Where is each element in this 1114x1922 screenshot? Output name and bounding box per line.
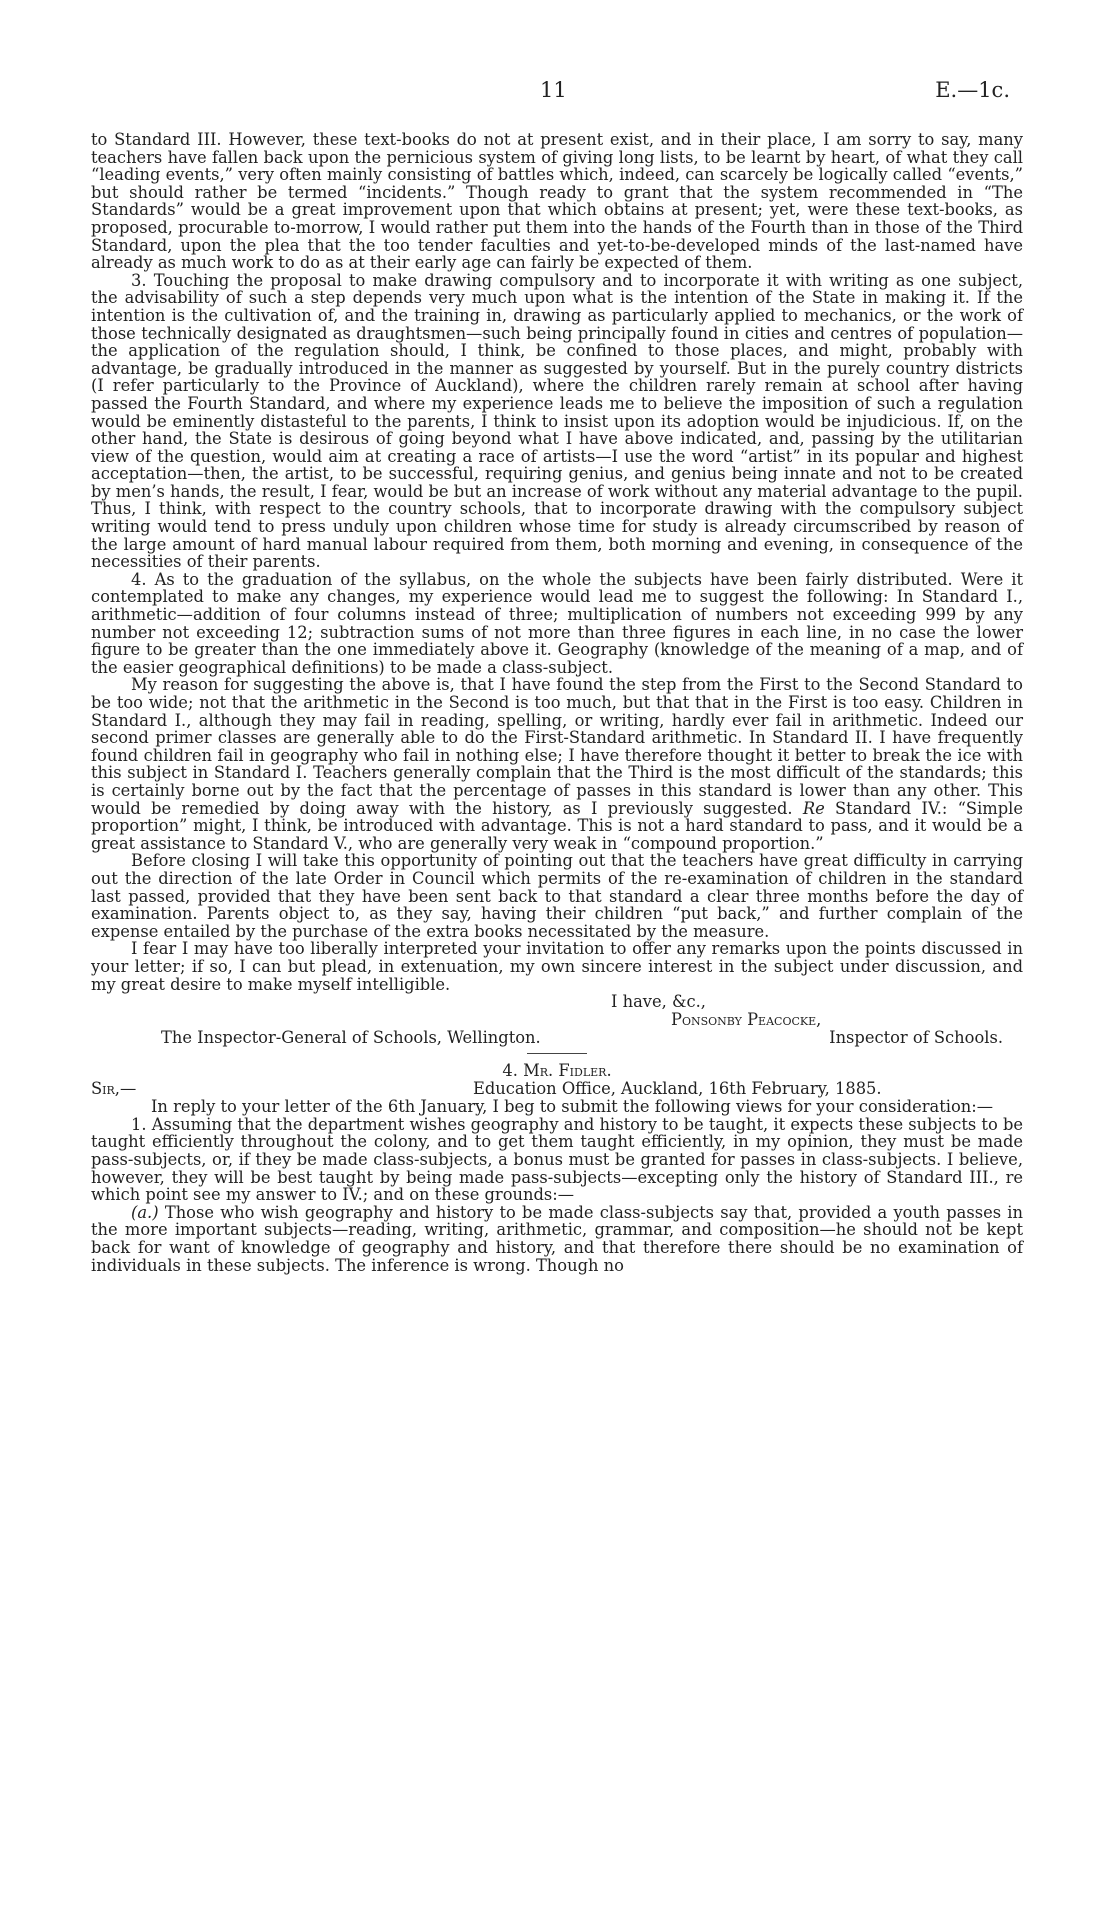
paragraph: Before closing I will take this opportunity of pointing out that the teachers have great difficulty in carrying out the direction of the late Order in Council which permits of the re-examination of children in the standard last passed, provided that they have been sent back to that standard a clear three months before the day of examination. Parents object to, as they say, having their children “put back,” and further complain of the expense entailed by the purchase of the extra books necessitated by the measure. [91,851,1023,941]
paragraph [91,1204,1023,1274]
addressee: The Inspector-General of Schools, Wellington. [161,1028,541,1048]
dateline: Education Office, Auckland, 16th February, 1885. [473,1079,882,1099]
signatory-title: Inspector of Schools. [829,1028,1003,1048]
italic-re: Re [802,798,825,818]
section-divider [527,1053,587,1054]
paragraph-text: My reason for suggesting the above is, that I have found the step from the First to the Second Standard to be too wide; not that the arithmetic in the Second is too much, but that that in the First is too easy. Children in Standard I., although they may fail in reading, spelling, or writing, hardly ever fail in arithmetic. Indeed our second primer classes are generally able to do the First-Standard arithmetic. In Standard II. I have frequently found children fail in geography who fail in nothing else; I have therefore thought it better to break the ice with this subject in Standard I. Teachers generally complain that the Third is the most difficult of the standards; this is certainly borne out by the fact that the percentage of passes in this standard is lower than any other. This would be remedied by doing away with the history, as I previously suggested. [91,675,1023,818]
salutation-row [91,1080,1023,1098]
paragraph-text: Standard IV.: “Simple proportion” might, I think, be introduced with advantage. This is not a hard standard to pass, and it would be a great assistance to Standard V., who are generally very weak in “compound proportion.” [91,798,1023,853]
paragraph-text: Those who wish geography and history to be made class-subjects say that, provided a youth passes in the more important subjects—reading, writing, arithmetic, grammar, and composition—he should not be kept back for want of knowledge of geography and history, and that therefore there should be no examination of individuals in these subjects. The inference is wrong. Though no [91,1202,1023,1275]
closing-salutation: I have, &c., [611,992,706,1012]
paragraph: 3. Touching the proposal to make drawing compulsory and to incorporate it with writing as one subject, the advisability of such a step depends very much upon what is the intention of the State in making it. If the intention is the cultivation of, and the training in, drawing as particularly applied to mechanics, or the work of those technically designated as draughtsmen—such being principally found in cities and centres of population—the application of the regulation should, I think, be confined to those places, and might, probably with advantage, be gradually introduced in the manner as suggested by yourself. But in the purely country districts (I refer particularly to the Province of Auckland), where the children rarely remain at school after having passed the Fourth Standard, and where my experience leads me to believe the imposition of such a regulation would be eminently distasteful to the parents, I think to insist upon its adoption would be injudicious. If, on the other hand, the State is desirous of going beyond what I have above indicated, and, passing by the utilitarian view of the question, would aim at creating a race of artists—I use the word “artist” in its popular and highest acceptation—then, the artist, to be successful, requiring genius, and genius being innate and not to be created by men’s hands, the result, I fear, would be but an increase of work without any material advantage to the pupil. Thus, I think, with respect to the country schools, that to incorporate drawing with the compulsory subject writing would tend to press unduly upon children whose time for study is already circumscribed by reason of the large amount of hard manual labour required from them, both morning and evening, in consequence of the necessities of their parents. [91,270,1023,572]
page-number: 11 [540,78,567,102]
paragraph: to Standard III. However, these text-books do not at present exist, and in their place, I am sorry to say, many teachers have fallen back upon the pernicious system of giving long lists, to be learnt by heart, of what they call “leading events,” very often mainly consisting of battles which, indeed, can scarcely be logically called “events,” but should rather be termed “incidents.” Though ready to grant that the system recommended in “The Standards” would be a great improvement upon that which obtains at present; yet, were these text-books, as proposed, procurable to-morrow, I would rather put them into the hands of the Fourth than in those of the Third Standard, upon the plea that the too tender faculties and yet-to-be-developed minds of the last-named have already as much work to do as at their early age can fairly be expected of them. [91,130,1023,273]
item-label: (a.) [131,1202,159,1222]
document-reference: E.—1c. [935,78,1010,102]
paragraph [91,676,1023,852]
document-body [91,131,1023,1274]
signatory-name: Ponsonby Peacocke, [671,1009,822,1029]
paragraph: 4. As to the graduation of the syllabus, on the whole the subjects have been fairly distributed. Were it contemplated to make any changes, my experience would lead me to suggest the following: In Standard I., arithmetic—addition of four columns instead of three; multiplication of numbers not exceeding 999 by any number not exceeding 12; subtraction sums of not more than three figures in each line, in no case the lower figure to be greater than the one immediately above it. Geography (knowledge of the meaning of a map, and of the easier geographical definitions) to be made a class-subject. [91,569,1023,677]
page-header [0,78,1114,108]
paragraph: In reply to your letter of the 6th January, I beg to submit the following views for your consideration:— [151,1097,994,1117]
salutation: Sir,— [91,1079,137,1099]
section-heading: 4. Mr. Fidler. [502,1061,612,1081]
paragraph: 1. Assuming that the department wishes geography and history to be taught, it expects these subjects to be taught efficiently throughout the colony, and to get them taught efficiently, in my opinion, they must be made pass-subjects, or, if they be made class-subjects, a bonus must be granted for passes in class-subjects. I believe, however, they will be best taught by being made pass-subjects—excepting only the history of Standard III., re which point see my answer to IV.; and on these grounds:— [91,1114,1023,1205]
paragraph: I fear I may have too liberally interpreted your invitation to offer any remarks upon the points discussed in your letter; if so, I can but plead, in extenuation, my own sincere interest in the subject under discussion, and my great desire to make myself intelligible. [91,939,1023,994]
address-line [91,1028,1023,1047]
